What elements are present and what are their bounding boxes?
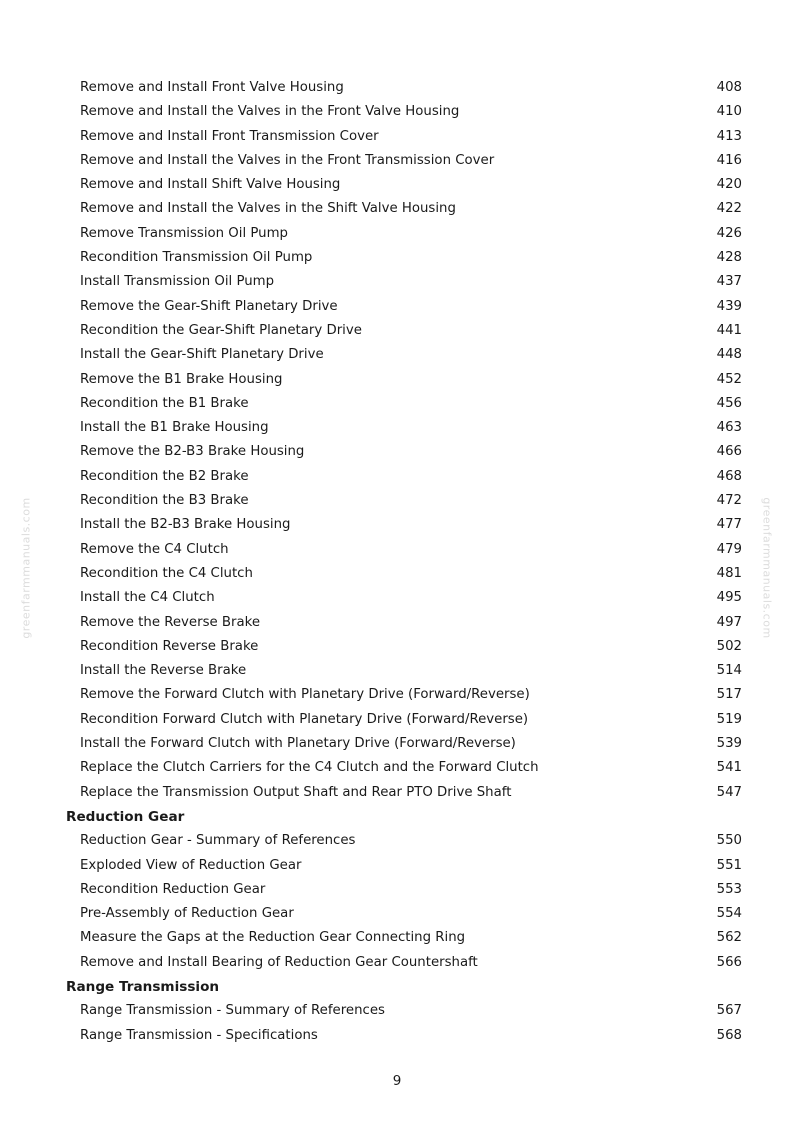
toc-entry[interactable]	[0, 732, 794, 756]
toc-entry-title: Install the C4 Clutch	[80, 590, 215, 606]
toc-entry[interactable]	[0, 465, 794, 489]
toc-entry[interactable]	[0, 100, 794, 124]
toc-entry-title: Install Transmission Oil Pump	[80, 274, 275, 290]
toc-entry-page: 495	[716, 590, 742, 606]
toc-entry-page: 439	[716, 298, 742, 314]
toc-entry[interactable]	[0, 756, 794, 780]
toc-entry[interactable]	[0, 270, 794, 294]
toc-entry-title: Reduction Gear - Summary of References	[80, 833, 356, 849]
toc-entry-title: Install the B1 Brake Housing	[80, 420, 269, 436]
toc-entry[interactable]	[0, 197, 794, 221]
toc-entry-title: Recondition Forward Clutch with Planetary Drive (Forward/Reverse)	[80, 711, 529, 727]
toc-entry-page: 481	[716, 565, 742, 581]
toc-entry-page: 456	[716, 395, 742, 411]
toc-entry[interactable]	[0, 76, 794, 100]
toc-entry-title: Remove and Install the Valves in the Front Transmission Cover	[80, 152, 495, 168]
toc-entry-title: Measure the Gaps at the Reduction Gear Connecting Ring	[80, 930, 466, 946]
toc-entry[interactable]	[0, 562, 794, 586]
toc-section-title: Reduction Gear	[66, 808, 185, 825]
toc-entry-title: Remove the B2-B3 Brake Housing	[80, 444, 305, 460]
toc-entry-title: Remove the Reverse Brake	[80, 614, 261, 630]
toc-entry-page: 428	[716, 250, 742, 266]
toc-entry-page: 550	[716, 833, 742, 849]
toc-entry-title: Remove and Install Shift Valve Housing	[80, 177, 341, 193]
toc-entry-title: Recondition Reverse Brake	[80, 638, 259, 654]
toc-entry-page: 477	[716, 517, 742, 533]
toc-entry-page: 472	[716, 493, 742, 509]
toc-entry-page: 468	[716, 468, 742, 484]
toc-entry[interactable]	[0, 951, 794, 975]
toc-entry-page: 479	[716, 541, 742, 557]
toc-entry-title: Remove the B1 Brake Housing	[80, 371, 283, 387]
toc-entry[interactable]	[0, 489, 794, 513]
toc-entry[interactable]	[0, 295, 794, 319]
toc-entry-page: 437	[716, 274, 742, 290]
toc-entry[interactable]	[0, 999, 794, 1023]
toc-entry-title: Range Transmission - Summary of References	[80, 1003, 385, 1019]
toc-entry[interactable]	[0, 781, 794, 805]
toc-entry[interactable]	[0, 659, 794, 683]
toc-entry-title: Recondition Transmission Oil Pump	[80, 250, 313, 266]
toc-entry-title: Remove and Install Bearing of Reduction Gear Countershaft	[80, 954, 478, 970]
toc-entry-page: 413	[716, 128, 742, 144]
toc-entry-title: Install the Forward Clutch with Planetary Drive (Forward/Reverse)	[80, 736, 516, 752]
toc-entry-page: 422	[716, 201, 742, 217]
toc-entry-title: Recondition the C4 Clutch	[80, 565, 253, 581]
toc-entry-title: Recondition the B3 Brake	[80, 493, 249, 509]
toc-entry[interactable]	[0, 902, 794, 926]
watermark-left: greenfarmmanuals.com	[19, 497, 33, 639]
toc-entry-title: Remove and Install the Valves in the Front Valve Housing	[80, 104, 460, 120]
toc-entry-title: Pre-Assembly of Reduction Gear	[80, 906, 294, 922]
toc-entry-title: Remove the Gear-Shift Planetary Drive	[80, 298, 338, 314]
toc-entry-page: 566	[716, 954, 742, 970]
toc-entry-title: Remove the C4 Clutch	[80, 541, 229, 557]
toc-entry-page: 567	[716, 1003, 742, 1019]
toc-section-title: Range Transmission	[66, 978, 220, 995]
toc-entry-page: 539	[716, 736, 742, 752]
toc-entry[interactable]	[0, 368, 794, 392]
toc-entry-title: Remove Transmission Oil Pump	[80, 225, 288, 241]
toc-entry-title: Recondition the Gear-Shift Planetary Drive	[80, 322, 362, 338]
watermark-right: greenfarmmanuals.com	[760, 497, 774, 639]
toc-entry-title: Range Transmission - Specifications	[80, 1027, 318, 1043]
toc-entry-title: Recondition the B1 Brake	[80, 395, 249, 411]
toc-entry-page: 502	[716, 638, 742, 654]
toc-entry-page: 497	[716, 614, 742, 630]
toc-entry[interactable]	[0, 173, 794, 197]
toc-entry-page: 416	[716, 152, 742, 168]
toc-entry[interactable]	[0, 319, 794, 343]
toc-entry-title: Exploded View of Reduction Gear	[80, 857, 302, 873]
toc-entry[interactable]	[0, 149, 794, 173]
toc-entry-page: 553	[716, 881, 742, 897]
toc-entry[interactable]	[0, 513, 794, 537]
page-number: 9	[392, 1073, 402, 1089]
toc-entry[interactable]	[0, 222, 794, 246]
toc-entry[interactable]	[0, 1024, 794, 1048]
toc-entry[interactable]	[0, 440, 794, 464]
toc-entry-title: Remove the Forward Clutch with Planetary Drive (Forward/Reverse)	[80, 687, 530, 703]
toc-entry[interactable]	[0, 538, 794, 562]
toc-entry[interactable]	[0, 343, 794, 367]
toc-entry[interactable]	[0, 246, 794, 270]
toc-entry[interactable]	[0, 635, 794, 659]
toc-entry-page: 547	[716, 784, 742, 800]
toc-entry-page: 514	[716, 663, 742, 679]
toc-entry-page: 562	[716, 930, 742, 946]
toc-entry-page: 466	[716, 444, 742, 460]
toc-entry-page: 448	[716, 347, 742, 363]
toc-entry[interactable]	[0, 392, 794, 416]
toc-entry[interactable]	[0, 878, 794, 902]
toc-entry-title: Replace the Transmission Output Shaft and Rear PTO Drive Shaft	[80, 784, 512, 800]
toc-entry-title: Remove and Install Front Transmission Cover	[80, 128, 379, 144]
toc-entry[interactable]	[0, 611, 794, 635]
toc-entry[interactable]	[0, 708, 794, 732]
toc-entry-title: Install the Gear-Shift Planetary Drive	[80, 347, 324, 363]
toc-entry[interactable]	[0, 416, 794, 440]
toc-entry-page: 420	[716, 177, 742, 193]
toc-entry-title: Replace the Clutch Carriers for the C4 Clutch and the Forward Clutch	[80, 760, 539, 776]
toc-entry-page: 426	[716, 225, 742, 241]
toc-entry-page: 541	[716, 760, 742, 776]
toc-entry[interactable]	[0, 829, 794, 853]
toc-entry-title: Install the B2-B3 Brake Housing	[80, 517, 291, 533]
toc-entry[interactable]	[0, 125, 794, 149]
toc-entry[interactable]	[0, 854, 794, 878]
toc-entry[interactable]	[0, 586, 794, 610]
toc-entry-page: 408	[716, 80, 742, 95]
toc-entry-page: 568	[716, 1027, 742, 1043]
toc-entry-page: 551	[716, 857, 742, 873]
toc-entry-page: 519	[716, 711, 742, 727]
toc-entry-title: Remove and Install Front Valve Housing	[80, 80, 344, 95]
toc-entry-title: Recondition Reduction Gear	[80, 881, 266, 897]
toc-section-heading	[0, 805, 794, 829]
toc-entry-page: 441	[716, 322, 742, 338]
table-of-contents	[0, 76, 794, 1048]
toc-entry-page: 517	[716, 687, 742, 703]
toc-entry-page: 452	[716, 371, 742, 387]
toc-entry[interactable]	[0, 926, 794, 950]
toc-entry-title: Install the Reverse Brake	[80, 663, 247, 679]
toc-entry-page: 410	[716, 104, 742, 120]
toc-entry-title: Remove and Install the Valves in the Shift Valve Housing	[80, 201, 456, 217]
toc-entry-title: Recondition the B2 Brake	[80, 468, 249, 484]
toc-entry[interactable]	[0, 683, 794, 707]
toc-entry-page: 554	[716, 906, 742, 922]
toc-section-heading	[0, 975, 794, 999]
toc-entry-page: 463	[716, 420, 742, 436]
